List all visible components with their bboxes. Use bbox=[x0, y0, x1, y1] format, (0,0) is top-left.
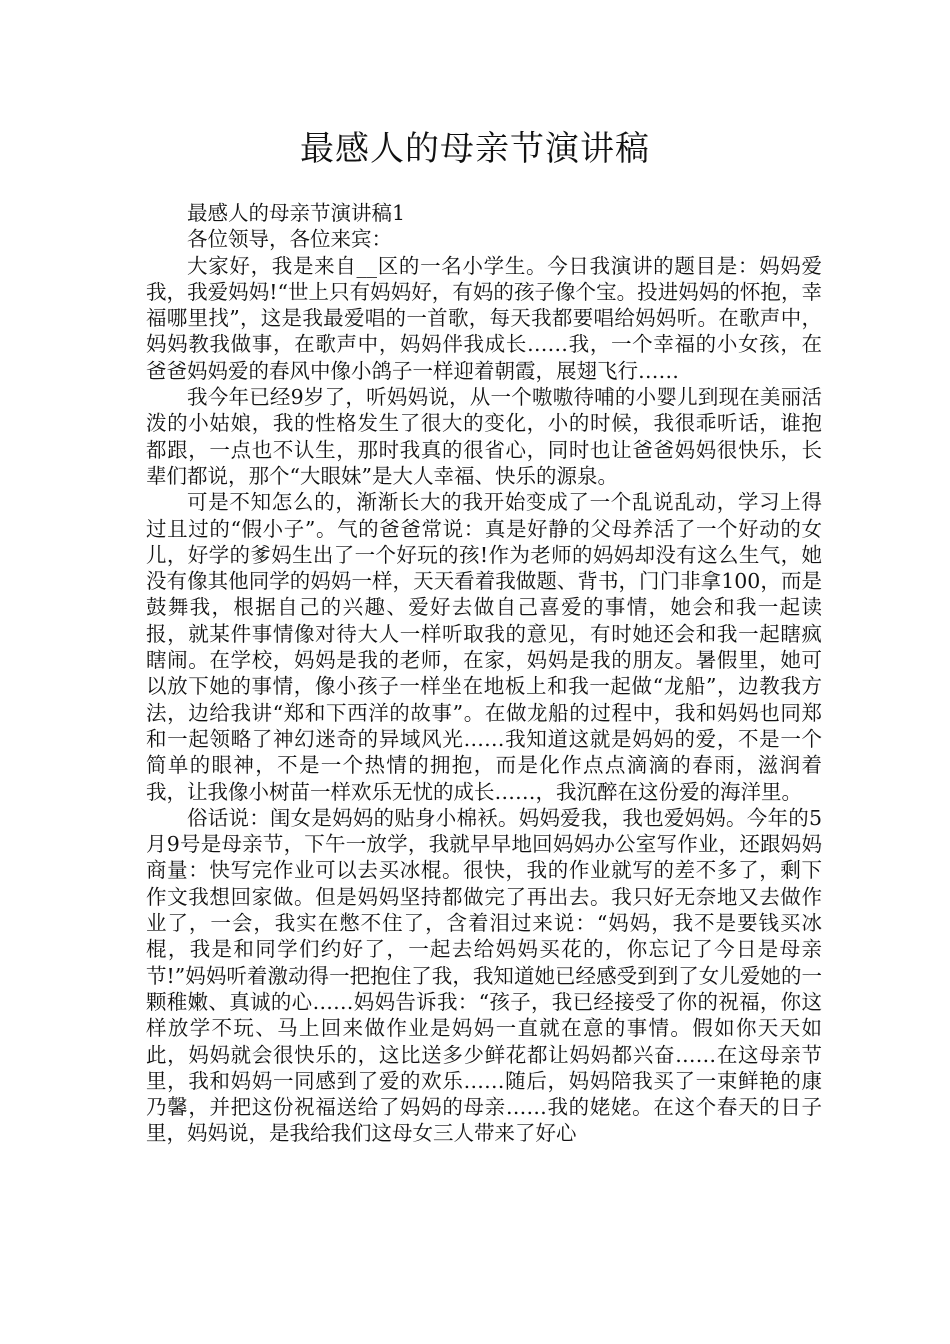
paragraph-heading: 最感人的母亲节演讲稿1 bbox=[187, 201, 406, 225]
paragraph: 俗话说：闺女是妈妈的贴身小棉袄。妈妈爱我，我也爱妈妈。今年的5月9号是母亲节，下午一放学，我就早早地回妈妈办公室写作业，还跟妈妈商量：快写完作业可以去买冰棍。很快，我的作业就写的差不多了，剩下作文我想回家做。但是妈妈坚持都做完了再出去。我只好无奈地又去做作业了，一会，我实在憋不住了，含着泪过来说：“妈妈，我不是要钱买冰棍，我是和同学们约好了，一起去给妈妈买花的，你忘记了今日是母亲节!”妈妈听着激动得一把抱住了我，我知道她已经感受到到了女儿爱她的一颗稚嫩、真诚的心……妈妈告诉我：“孩子，我已经接受了你的祝福，你这样放学不玩、马上回来做作业是妈妈一直就在意的事情。假如你天天如此，妈妈就会很快乐的，这比送多少鲜花都让妈妈都兴奋……在这母亲节里，我和妈妈一同感到了爱的欢乐……随后，妈妈陪我买了一束鲜艳的康乃馨，并把这份祝福送给了妈妈的母亲……我的姥姥。在这个春天的日子里，妈妈说，是我给我们这母女三人带来了好心 bbox=[146, 805, 822, 1146]
paragraph: 可是不知怎么的，渐渐长大的我开始变成了一个乱说乱动，学习上得过且过的“假小子”。气的爸爸常说：真是好静的父母养活了一个好动的女儿，好学的爹妈生出了一个好玩的孩!作为老师的妈妈却没有这么生气，她没有像其他同学的妈妈一样，天天看着我做题、背书，门门非拿100，而是鼓舞我，根据自己的兴趣、爱好去做自己喜爱的事情，她会和我一起读报，就某件事情像对待大人一样听取我的意见，有时她还会和我一起瞎疯瞎闹。在学校，妈妈是我的老师，在家，妈妈是我的朋友。暑假里，她可以放下她的事情，像小孩子一样坐在地板上和我一起做“龙船”，边教我方法，边给我讲“郑和下西洋的故事”。在做龙船的过程中，我和妈妈也同郑和一起领略了神幻迷奇的异域风光……我知道这就是妈妈的爱，不是一个简单的眼神，不是一个热情的拥抱，而是化作点点滴滴的春雨，滋润着我，让我像小树苗一样欢乐无忧的成长……，我沉醉在这份爱的海洋里。 bbox=[146, 490, 822, 804]
paragraph: 大家好，我是来自__区的一名小学生。今日我演讲的题目是：妈妈爱我，我爱妈妈!“世上只有妈妈好，有妈的孩子像个宝。投进妈妈的怀抱，幸福哪里找”，这是我最爱唱的一首歌，每天我都要唱给妈妈听。在歌声中，妈妈教我做事，在歌声中，妈妈伴我成长……我，一个幸福的小女孩，在爸爸妈妈爱的春风中像小鸽子一样迎着朝霞，展翅飞行…… bbox=[146, 253, 822, 383]
paragraph-salutation: 各位领导，各位来宾： bbox=[187, 227, 392, 252]
document-title: 最感人的母亲节演讲稿 bbox=[300, 129, 650, 169]
document-body bbox=[146, 200, 822, 1147]
paragraph: 我今年已经9岁了，听妈妈说，从一个嗷嗷待哺的小婴儿到现在美丽活泼的小姑娘，我的性格发生了很大的变化，小的时候，我很乖听话，谁抱都跟，一点也不认生，那时我真的很省心，同时也让爸爸妈妈很快乐，长辈们都说，那个“大眼妹”是大人幸福、快乐的源泉。 bbox=[146, 385, 822, 488]
